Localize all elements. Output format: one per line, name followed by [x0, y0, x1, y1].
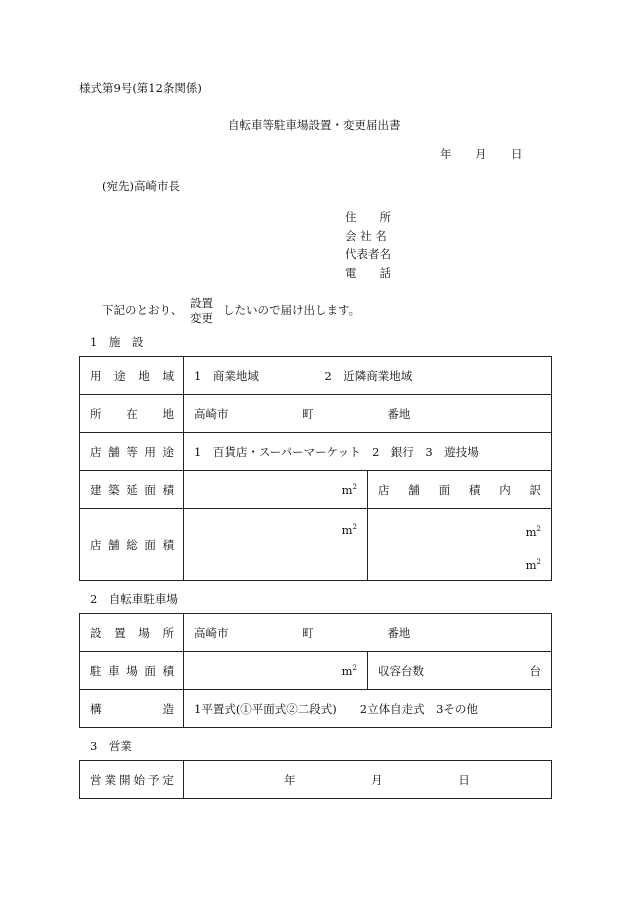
parking-area-label: 駐 車 場 面 積: [90, 663, 174, 678]
date-month: 月: [475, 147, 487, 161]
document-title: 自転車等駐車場設置・変更届出書: [228, 118, 401, 132]
total-store-area-label: 店 舗 総 面 積: [90, 537, 174, 552]
start-row: [80, 761, 552, 799]
address-label: 住 所: [345, 210, 391, 224]
use-area-opt2: 2 近隣商業地域: [324, 368, 413, 383]
parking-area-row: [80, 652, 552, 690]
statement-prefix: 下記のとおり、: [102, 303, 183, 317]
loc-town: 町: [302, 406, 314, 421]
statement-suffix: したいので届け出します。: [223, 303, 361, 317]
store-use-label: 店 舗 等 用 途: [90, 444, 174, 459]
site-value: [184, 614, 552, 652]
addressee: (宛先)高崎市長: [102, 179, 180, 193]
location-row: [80, 395, 552, 433]
capacity-label: 収容台数: [378, 663, 424, 678]
start-day: 日: [458, 772, 470, 787]
site-row: [80, 614, 552, 652]
date-day: 日: [511, 147, 523, 161]
start-month: 月: [371, 772, 383, 787]
store-use-row: [80, 433, 552, 471]
capacity-unit: 台: [529, 663, 541, 678]
option-install: 設置: [190, 296, 213, 310]
business-table: [79, 760, 552, 799]
site-label: 設 置 場 所: [90, 625, 174, 640]
store-breakdown-values: $m^2$ $m^2$: [368, 509, 552, 581]
location-value: [184, 395, 552, 433]
start-year: 年: [284, 772, 296, 787]
floor-area-label: 建 築 延 面 積: [90, 482, 174, 497]
structure-label: 構 造: [90, 701, 174, 716]
use-area-row: [80, 357, 552, 395]
form-number: 様式第9号(第12条関係): [79, 81, 202, 95]
loc-number: 番地: [387, 406, 411, 421]
store-use-value: 1 百貨店・スーパーマーケット 2 銀行 3 遊技場: [184, 433, 552, 471]
floor-area-value: $m^2$: [184, 471, 368, 509]
company-label: 会 社 名: [345, 229, 387, 243]
floor-area-row: [80, 471, 552, 509]
parking-area-value: $m^2$: [184, 652, 368, 690]
section3-heading: 3 営業: [90, 739, 132, 753]
structure-value: 1平置式(①平面式②二段式) 2立体自走式 3その他: [184, 690, 552, 728]
section1-heading: 1 施 設: [90, 335, 144, 349]
representative-label: 代表者名: [345, 247, 391, 261]
phone-label: 電 話: [345, 266, 391, 280]
start-label: 営 業 開 始 予 定: [90, 772, 174, 787]
site-town: 町: [302, 625, 314, 640]
site-number: 番地: [387, 625, 411, 640]
structure-row: [80, 690, 552, 728]
use-area-label: 用 途 地 域: [90, 368, 174, 383]
option-change: 変更: [190, 311, 213, 325]
total-store-area-value: $m^2$: [184, 509, 368, 581]
facility-table: [79, 356, 552, 581]
parking-table: [79, 613, 552, 728]
use-area-opt1: 1 商業地域: [194, 368, 259, 383]
loc-city: 高崎市: [194, 406, 229, 421]
store-breakdown-label: 店 舗 面 積 内 訳: [378, 482, 541, 497]
use-area-options: [184, 357, 552, 395]
date-year: 年: [440, 147, 452, 161]
site-city: 高崎市: [194, 625, 229, 640]
location-label: 所 在 地: [90, 406, 174, 421]
section2-heading: 2 自転車駐車場: [90, 592, 178, 606]
start-date: [184, 761, 552, 799]
total-store-area-row: [80, 509, 552, 581]
